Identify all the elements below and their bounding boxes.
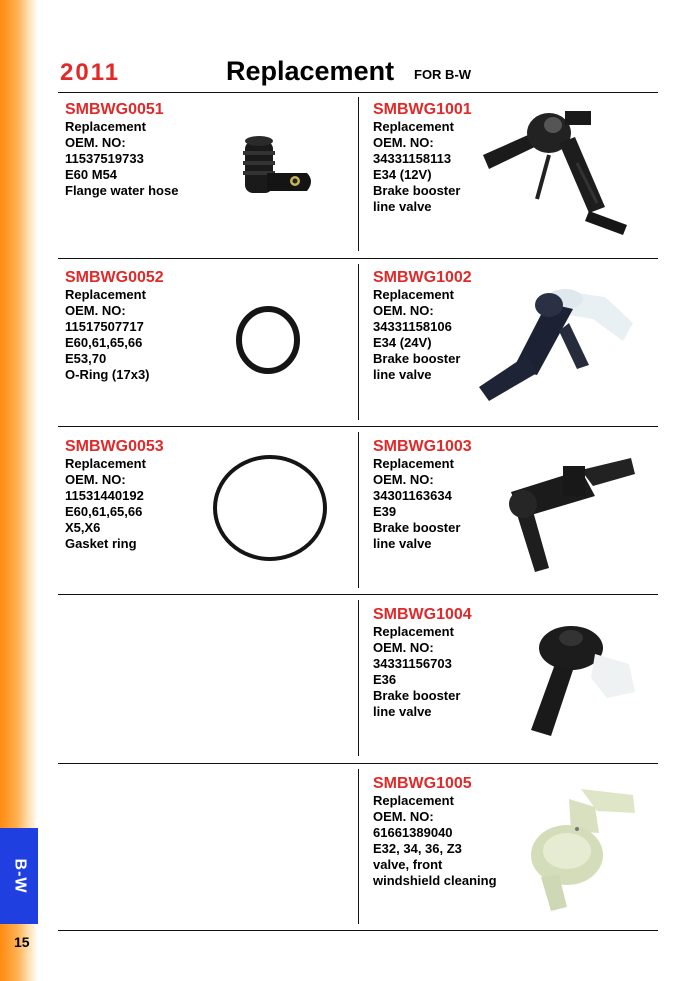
product-card — [373, 438, 663, 598]
product-line: Gasket ring — [65, 536, 137, 551]
page-subtitle: FOR B-W — [414, 67, 472, 82]
product-line: X5,X6 — [65, 520, 101, 535]
product-code: SMBWG0052 — [65, 269, 164, 286]
product-card — [373, 269, 663, 429]
product-card — [65, 438, 355, 598]
product-line: Replacement — [65, 287, 146, 302]
product-line: line valve — [373, 704, 432, 719]
product-line: 34331158113 — [373, 151, 452, 166]
page-number: 15 — [14, 934, 30, 950]
windshield-cleaning-valve-image — [511, 781, 641, 921]
product-line: 34331158106 — [373, 319, 452, 334]
product-line: Brake booster — [373, 688, 461, 703]
product-code: SMBWG1003 — [373, 438, 472, 455]
column-divider — [358, 97, 359, 251]
product-code: SMBWG1001 — [373, 101, 472, 118]
product-line: 11537519733 — [65, 151, 144, 166]
product-line: OEM. NO: — [373, 809, 434, 824]
product-line: E60 M54 — [65, 167, 118, 182]
product-line: valve, front — [373, 857, 443, 872]
column-divider — [358, 432, 359, 588]
o-ring-image — [233, 303, 303, 377]
product-line: E60,61,65,66 — [65, 504, 143, 519]
product-line: 34331156703 — [373, 656, 452, 671]
product-line: 61661389040 — [373, 825, 453, 840]
brake-booster-valve-image — [473, 279, 653, 404]
product-line: line valve — [373, 367, 432, 382]
product-line: Brake booster — [373, 351, 461, 366]
product-line: OEM. NO: — [373, 135, 434, 150]
product-line: OEM. NO: — [65, 135, 126, 150]
product-line: E53,70 — [65, 351, 107, 366]
product-code: SMBWG0051 — [65, 101, 164, 118]
product-line: E36 — [373, 672, 397, 687]
product-card — [65, 269, 355, 429]
catalog-year: 2011 — [60, 59, 121, 86]
brake-booster-valve-image — [477, 103, 657, 238]
section-tab-label: B-W — [10, 858, 28, 894]
product-line: O-Ring (17x3) — [65, 367, 150, 382]
column-divider — [358, 600, 359, 756]
product-line: Replacement — [373, 456, 454, 471]
product-line: 11531440192 — [65, 488, 144, 503]
product-line: OEM. NO: — [373, 303, 434, 318]
product-code: SMBWG1005 — [373, 775, 472, 792]
product-line: windshield cleaning — [373, 873, 497, 888]
page-title: Replacement — [226, 56, 395, 86]
product-line: Replacement — [373, 287, 454, 302]
product-line: Brake booster — [373, 520, 461, 535]
product-line: OEM. NO: — [65, 303, 126, 318]
product-line: Brake booster — [373, 183, 461, 198]
product-line: Replacement — [65, 456, 146, 471]
product-code: SMBWG0053 — [65, 438, 164, 455]
product-code: SMBWG1002 — [373, 269, 472, 286]
product-line: OEM. NO: — [373, 472, 434, 487]
product-line: OEM. NO: — [373, 640, 434, 655]
gasket-ring-image — [209, 452, 331, 564]
brake-booster-valve-image — [511, 620, 641, 744]
product-line: 34301163634 — [373, 488, 452, 503]
product-line: Flange water hose — [65, 183, 179, 198]
column-divider — [358, 264, 359, 420]
product-line: Replacement — [373, 793, 454, 808]
product-line: Replacement — [65, 119, 146, 134]
product-code: SMBWG1004 — [373, 606, 472, 623]
product-line: E34 (24V) — [373, 335, 432, 350]
product-line: Replacement — [373, 624, 454, 639]
product-line: E60,61,65,66 — [65, 335, 143, 350]
product-line: Replacement — [373, 119, 454, 134]
product-card — [373, 606, 663, 766]
section-tab — [0, 828, 38, 924]
flange-water-hose-image — [233, 129, 323, 209]
product-line: line valve — [373, 199, 432, 214]
header-rule — [58, 92, 658, 93]
product-line: E32, 34, 36, Z3 — [373, 841, 462, 856]
product-line: E39 — [373, 504, 397, 519]
brake-booster-valve-image — [501, 452, 637, 582]
product-card — [373, 101, 663, 261]
column-divider — [358, 769, 359, 924]
product-line: 11517507717 — [65, 319, 144, 334]
product-line: OEM. NO: — [65, 472, 126, 487]
product-card — [373, 775, 663, 935]
product-line: E34 (12V) — [373, 167, 432, 182]
product-line: line valve — [373, 536, 432, 551]
product-card — [65, 101, 355, 261]
